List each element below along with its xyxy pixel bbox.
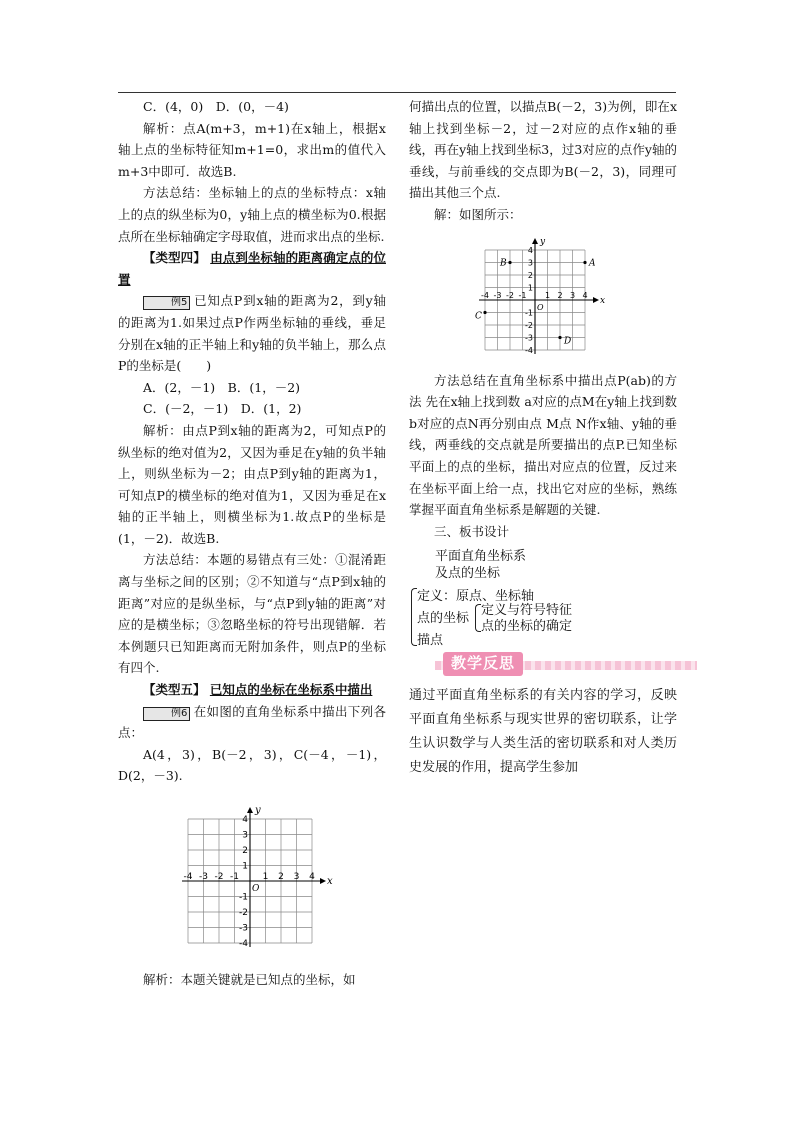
y-tick-label: 2 (527, 270, 533, 280)
x-tick-label: 4 (582, 290, 588, 300)
type4-tag: 【类型四】 (143, 250, 206, 266)
example6 (118, 701, 386, 744)
point-c-label: C (475, 311, 482, 322)
x-tick-label: 3 (569, 290, 576, 300)
type5-tag: 【类型五】 (143, 682, 206, 698)
board-item-plot: 描点 (417, 633, 444, 649)
y-tick-label: -3 (239, 923, 248, 934)
y-tick-label: 1 (242, 861, 248, 872)
x-tick-label: -1 (230, 872, 239, 882)
point-b-dot (508, 260, 511, 263)
point-a-label: A (589, 258, 596, 269)
x-tick-label: 3 (293, 872, 300, 882)
example6-text: 在如图的直角坐标系中描出下列各点： (118, 703, 386, 741)
board-outline (409, 546, 677, 649)
origin-label: O (537, 302, 544, 312)
board-sub-definition: 定义与符号特征 (481, 603, 573, 619)
y-tick-label: -3 (525, 333, 533, 343)
x-tick-label: -3 (493, 290, 502, 300)
example5-badge: 例5 (143, 296, 190, 310)
type5-title: 已知点的坐标在坐标系中描出 (209, 682, 373, 698)
method-summary: 方法总结在直角坐标系中描出点P(ab)的方法 先在x轴上找到数 a对应的点M在y轴上找到数b对应的点N再分别由点 M点 N作x轴、y轴的垂线，两垂线的交点就是所要描出的点P.已知坐标平面上的点的坐标，描出对应点的位置，反过来在坐标平面上给一点，找出它对应的坐标，熟练掌握平面直角坐标系是解题的关键. (409, 372, 677, 518)
section-board-design: 三、板书设计 (434, 523, 510, 539)
x-tick-label: -1 (518, 290, 527, 300)
board-title-line2: 及点的坐标 (435, 566, 501, 582)
right-column (409, 96, 677, 780)
x-tick-label: -2 (506, 290, 514, 300)
x-tick-label: -2 (214, 872, 224, 882)
left-column (118, 96, 386, 991)
y-axis-arrow (247, 807, 253, 813)
type5-heading (118, 679, 386, 701)
plotted-coordinate-grid (463, 232, 623, 364)
point-b-label: B (500, 258, 507, 269)
blank-coordinate-grid (172, 793, 332, 963)
x-tick-label: 2 (557, 290, 563, 300)
example5-choices-cd: C．(－2，－1) D．(1，2) (143, 401, 302, 417)
y-tick-label: 4 (527, 245, 533, 255)
header-rule (118, 92, 676, 93)
example5-text: 已知点P到x轴的距离为2，到y轴的距离为1.如果过点P作两坐标轴的垂线，垂足分别在x轴的正半轴上和y轴的负半轴上，那么点P的坐标是( ) (118, 293, 386, 374)
y-tick-label: 3 (242, 830, 248, 841)
origin-label: O (252, 884, 260, 894)
x-tick-label: -3 (199, 872, 208, 882)
y-tick-label: -4 (525, 345, 533, 355)
banner-title: 教学反思 (443, 652, 523, 676)
reflection-text: 通过平面直角坐标系的有关内容的学习，反映平面直角坐标系与现实世界的密切联系，让学生认识数学与人类生活的密切联系和对人类历史发展的作用，提高学生参加 (409, 688, 677, 776)
y-tick-label: -1 (525, 308, 533, 318)
example5 (118, 290, 386, 376)
example5-summary: 方法总结：本题的易错点有三处：①混淆距离与坐标之间的区别；②不知道与“点P到x轴的距离”对应的是纵坐标，与“点P到y轴的距离”对应的是横坐标；③忽略坐标的符号出现错解．若本例题只已知距离而无附加条件，则点P的坐标有四个. (118, 552, 386, 676)
example5-choices-ab: A．(2，－1) B．(1，－2) (143, 379, 301, 395)
x-tick-label: 1 (544, 290, 551, 300)
y-tick-label: 3 (527, 258, 533, 268)
example6-badge: 例6 (143, 707, 190, 721)
y-tick-label: 4 (242, 815, 248, 825)
solution-prev: 解析：点A(m+3，m+1)在x轴上，根据x轴上点的坐标特征知m+1=0，求出m的值代入m+3中即可．故选B. (118, 120, 386, 179)
x-axis-arrow (320, 878, 326, 884)
type4-heading (118, 247, 386, 290)
y-axis-label: y (540, 236, 546, 247)
board-item-definition: 定义：原点、坐标轴 (417, 589, 535, 605)
x-tick-label: 1 (262, 872, 269, 882)
type4-title: 由点到坐标轴的距离确定点的位置 (118, 250, 386, 287)
y-tick-label: -2 (525, 320, 533, 330)
x-axis-label: x (327, 876, 333, 887)
x-axis-arrow (593, 297, 599, 303)
board-sub-determine: 点的坐标的确定 (481, 619, 573, 635)
example6-solution-start: 解析：本题关键就是已知点的坐标，如 (143, 972, 356, 987)
x-tick-label: -4 (481, 290, 489, 300)
method-summary-prev: 方法总结：坐标轴上的点的坐标特点：x轴上的点的纵坐标为0，y轴上点的横坐标为0.根据点所在坐标轴确定字母取值，进而求出点的坐标. (118, 185, 386, 244)
board-title-line1: 平面直角坐标系 (435, 549, 527, 565)
point-a-dot (583, 260, 586, 263)
point-d-label: D (564, 336, 572, 347)
y-axis-label: y (255, 805, 261, 816)
y-tick-label: 2 (242, 846, 248, 856)
point-d-dot (558, 335, 561, 338)
example6-points: A(4，3)，B(－2，3)，C(－4，－1)，D(2，－3). (118, 746, 386, 784)
x-tick-label: 2 (278, 872, 284, 882)
point-c-dot (483, 310, 486, 313)
y-tick-label: -4 (239, 939, 248, 949)
teaching-reflection-banner (409, 652, 677, 678)
board-item-point-coordinates: 点的坐标 (417, 611, 470, 627)
y-tick-label: 1 (527, 283, 533, 293)
y-axis-arrow (532, 238, 538, 244)
x-axis-label: x (600, 295, 606, 306)
y-tick-label: -1 (239, 892, 248, 903)
y-tick-label: -2 (239, 908, 248, 918)
x-tick-label: -4 (183, 872, 193, 882)
answer-intro: 解：如图所示： (434, 206, 522, 222)
choice-cd-prev: C．(4，0) D．(0，－4) (143, 99, 289, 114)
x-tick-label: 4 (309, 872, 315, 882)
example5-solution: 解析：由点P到x轴的距离为2，可知点P的纵坐标的绝对值为2，又因为垂足在y轴的负半轴上，则纵坐标为－2；由点P到y轴的距离为1，可知点P的横坐标的绝对值为1，又因为垂足在x轴的正半轴上，则横坐标为1.故点P的坐标是(1，－2)．故选B. (118, 422, 386, 546)
solution-continued: 何描出点的位置，以描点B(－2，3)为例，即在x轴上找到坐标－2，过－2对应的点作x轴的垂线，再在y轴上找到坐标3，过3对应的点作y轴的垂线，与前垂线的交点即为B(－2，3)，同理可描出其他三个点. (409, 99, 677, 201)
